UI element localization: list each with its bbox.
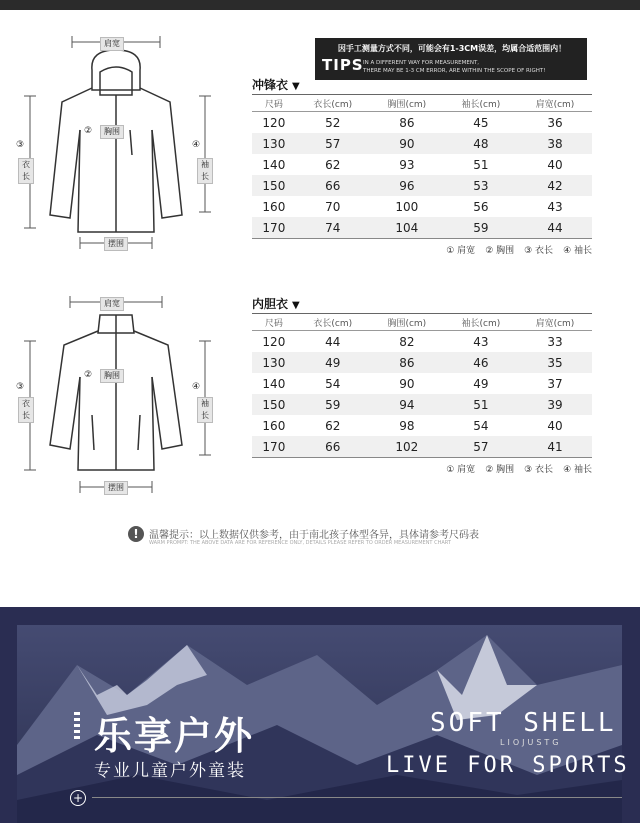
legend-item: ③ 衣长 bbox=[524, 246, 554, 256]
col-chest: 胸围(cm) bbox=[370, 314, 444, 331]
cell: 140 bbox=[262, 157, 286, 172]
tips-en-line2: THERE MAY BE 1-3 CM ERROR, ARE WITHIN THE SCOPE OF RIGHT! bbox=[363, 68, 546, 74]
col-length: 衣长(cm) bbox=[296, 314, 370, 331]
cell: 90 bbox=[370, 133, 444, 154]
cell: 94 bbox=[370, 394, 444, 415]
table-row bbox=[252, 217, 592, 239]
cell: 170 bbox=[252, 217, 296, 239]
jacket-table-title bbox=[252, 76, 592, 94]
cell: 40 bbox=[547, 157, 563, 172]
banner-title: 乐享户外 bbox=[94, 714, 255, 758]
cell: 51 bbox=[473, 157, 489, 172]
cell: 140 bbox=[262, 376, 286, 391]
cell: 160 bbox=[262, 418, 286, 433]
col-sleeve: 袖长(cm) bbox=[444, 314, 518, 331]
cell: 41 bbox=[518, 436, 592, 458]
cell: 52 bbox=[325, 115, 341, 130]
length-number: ③ bbox=[15, 382, 25, 392]
table-row bbox=[252, 112, 592, 134]
cell: 120 bbox=[262, 115, 286, 130]
fleece-table bbox=[252, 313, 592, 458]
tips-text: 因手工测量方式不同，可能会有1-3CM误差，均属合适范围内！ bbox=[337, 44, 567, 53]
cell: 86 bbox=[399, 115, 415, 130]
fleece-size-section bbox=[0, 285, 640, 500]
plus-icon: + bbox=[70, 790, 86, 806]
triangle-down-icon: ▼ bbox=[292, 81, 300, 92]
warm-prompt bbox=[128, 524, 528, 554]
tips-icon: TIPS bbox=[322, 56, 364, 74]
chest-number: ② bbox=[83, 126, 93, 136]
cell: 46 bbox=[444, 352, 518, 373]
table-row bbox=[252, 331, 592, 353]
legend-item: ① 肩宽 bbox=[446, 246, 476, 256]
legend-item: ④ 袖长 bbox=[563, 465, 592, 475]
cell: 33 bbox=[547, 334, 563, 349]
soft-shell-text: SOFT SHELL bbox=[430, 708, 617, 738]
banner-subtitle: 专业儿童户外童装 bbox=[94, 761, 246, 781]
cell: 37 bbox=[547, 376, 563, 391]
cell: 44 bbox=[325, 334, 341, 349]
chest-number: ② bbox=[83, 370, 93, 380]
cell: 102 bbox=[370, 436, 444, 458]
hem-label: 摆围 bbox=[104, 237, 128, 251]
length-label: 衣长 bbox=[18, 397, 34, 423]
brand-small-text: LIOJUSTG bbox=[500, 738, 562, 747]
cell: 49 bbox=[296, 352, 370, 373]
jacket-diagram bbox=[0, 10, 230, 276]
table-row bbox=[252, 154, 592, 175]
cell: 70 bbox=[325, 199, 341, 214]
col-size: 尺码 bbox=[252, 314, 296, 331]
legend-item: ④ 袖长 bbox=[563, 246, 592, 256]
cell: 45 bbox=[473, 115, 489, 130]
table-row bbox=[252, 373, 592, 394]
cell: 130 bbox=[252, 133, 296, 154]
sleeve-label: 袖长 bbox=[197, 397, 213, 423]
cell: 49 bbox=[473, 376, 489, 391]
jacket-legend bbox=[252, 243, 592, 257]
col-size: 尺码 bbox=[252, 95, 296, 112]
fleece-table-title bbox=[252, 295, 592, 313]
cell: 38 bbox=[518, 133, 592, 154]
cell: 170 bbox=[252, 436, 296, 458]
cell: 54 bbox=[325, 376, 341, 391]
cell: 150 bbox=[252, 175, 296, 196]
cell: 100 bbox=[395, 199, 419, 214]
fleece-legend bbox=[252, 462, 592, 476]
cell: 39 bbox=[518, 394, 592, 415]
cell: 48 bbox=[444, 133, 518, 154]
chest-label: 胸围 bbox=[100, 125, 124, 139]
col-length: 衣长(cm) bbox=[296, 95, 370, 112]
cell: 130 bbox=[252, 352, 296, 373]
shoulder-label: 肩宽 bbox=[100, 37, 124, 51]
table-header-row bbox=[252, 314, 592, 331]
fleece-diagram bbox=[0, 285, 230, 504]
cell: 43 bbox=[547, 199, 563, 214]
cell: 35 bbox=[518, 352, 592, 373]
table-row bbox=[252, 352, 592, 373]
sleeve-label: 袖长 bbox=[197, 158, 213, 184]
jacket-size-table bbox=[252, 76, 592, 257]
cell: 104 bbox=[370, 217, 444, 239]
warm-prompt-text: 温馨提示：以上数据仅供参考，由于南北孩子体型各异，具体请参考尺码表 bbox=[149, 530, 479, 541]
table-row bbox=[252, 436, 592, 458]
shoulder-label: 肩宽 bbox=[100, 297, 124, 311]
cell: 44 bbox=[518, 217, 592, 239]
table-row bbox=[252, 394, 592, 415]
top-bar bbox=[0, 0, 640, 10]
jacket-table bbox=[252, 94, 592, 239]
col-shoulder: 肩宽(cm) bbox=[518, 314, 592, 331]
warning-icon: ! bbox=[128, 526, 144, 542]
cell: 150 bbox=[252, 394, 296, 415]
jacket-size-section bbox=[0, 10, 640, 272]
cell: 74 bbox=[296, 217, 370, 239]
cell: 160 bbox=[262, 199, 286, 214]
legend-item: ② 胸围 bbox=[485, 246, 515, 256]
col-sleeve: 袖长(cm) bbox=[444, 95, 518, 112]
legend-item: ① 肩宽 bbox=[446, 465, 476, 475]
cell: 57 bbox=[444, 436, 518, 458]
sleeve-number: ④ bbox=[191, 140, 201, 150]
cell: 42 bbox=[518, 175, 592, 196]
cell: 59 bbox=[296, 394, 370, 415]
cell: 98 bbox=[399, 418, 415, 433]
tips-box bbox=[315, 38, 587, 80]
tips-en-text bbox=[363, 59, 545, 75]
cell: 43 bbox=[473, 334, 489, 349]
tips-en-line1: IN A DIFFERENT WAY FOR MEASUREMENT, bbox=[363, 60, 480, 66]
cell: 51 bbox=[444, 394, 518, 415]
table-row bbox=[252, 415, 592, 436]
cell: 62 bbox=[325, 157, 341, 172]
table-row bbox=[252, 133, 592, 154]
cell: 62 bbox=[325, 418, 341, 433]
cell: 57 bbox=[296, 133, 370, 154]
cell: 53 bbox=[444, 175, 518, 196]
cell: 66 bbox=[296, 175, 370, 196]
col-shoulder: 肩宽(cm) bbox=[518, 95, 592, 112]
banner-divider bbox=[92, 797, 622, 798]
fleece-table-title-text: 内胆衣 bbox=[252, 297, 289, 311]
chest-label: 胸围 bbox=[100, 369, 124, 383]
legend-item: ③ 衣长 bbox=[524, 465, 554, 475]
table-header-row bbox=[252, 95, 592, 112]
fleece-size-table bbox=[252, 295, 592, 476]
cell: 120 bbox=[262, 334, 286, 349]
hem-label: 摆围 bbox=[104, 481, 128, 495]
decor-bars bbox=[74, 712, 80, 742]
legend-item: ② 胸围 bbox=[485, 465, 515, 475]
warm-prompt-en: WARM PROMPT: THE ABOVE DATA ARE FOR REFERENCE ONLY, DETAILS PLEASE REFER TO ORDER MEASUREMENT CHART bbox=[149, 540, 451, 546]
cell: 54 bbox=[473, 418, 489, 433]
cell: 93 bbox=[399, 157, 415, 172]
jacket-table-title-text: 冲锋衣 bbox=[252, 78, 289, 92]
length-label: 衣长 bbox=[18, 158, 34, 184]
triangle-down-icon: ▼ bbox=[292, 300, 300, 311]
cell: 66 bbox=[296, 436, 370, 458]
cell: 59 bbox=[444, 217, 518, 239]
cell: 96 bbox=[370, 175, 444, 196]
cell: 36 bbox=[547, 115, 563, 130]
cell: 56 bbox=[473, 199, 489, 214]
cell: 40 bbox=[547, 418, 563, 433]
cell: 82 bbox=[399, 334, 415, 349]
live-for-sports-text: LIVE FOR SPORTS bbox=[386, 753, 630, 778]
table-row bbox=[252, 175, 592, 196]
cell: 86 bbox=[370, 352, 444, 373]
table-row bbox=[252, 196, 592, 217]
sleeve-number: ④ bbox=[191, 382, 201, 392]
col-chest: 胸围(cm) bbox=[370, 95, 444, 112]
length-number: ③ bbox=[15, 140, 25, 150]
cell: 90 bbox=[399, 376, 415, 391]
